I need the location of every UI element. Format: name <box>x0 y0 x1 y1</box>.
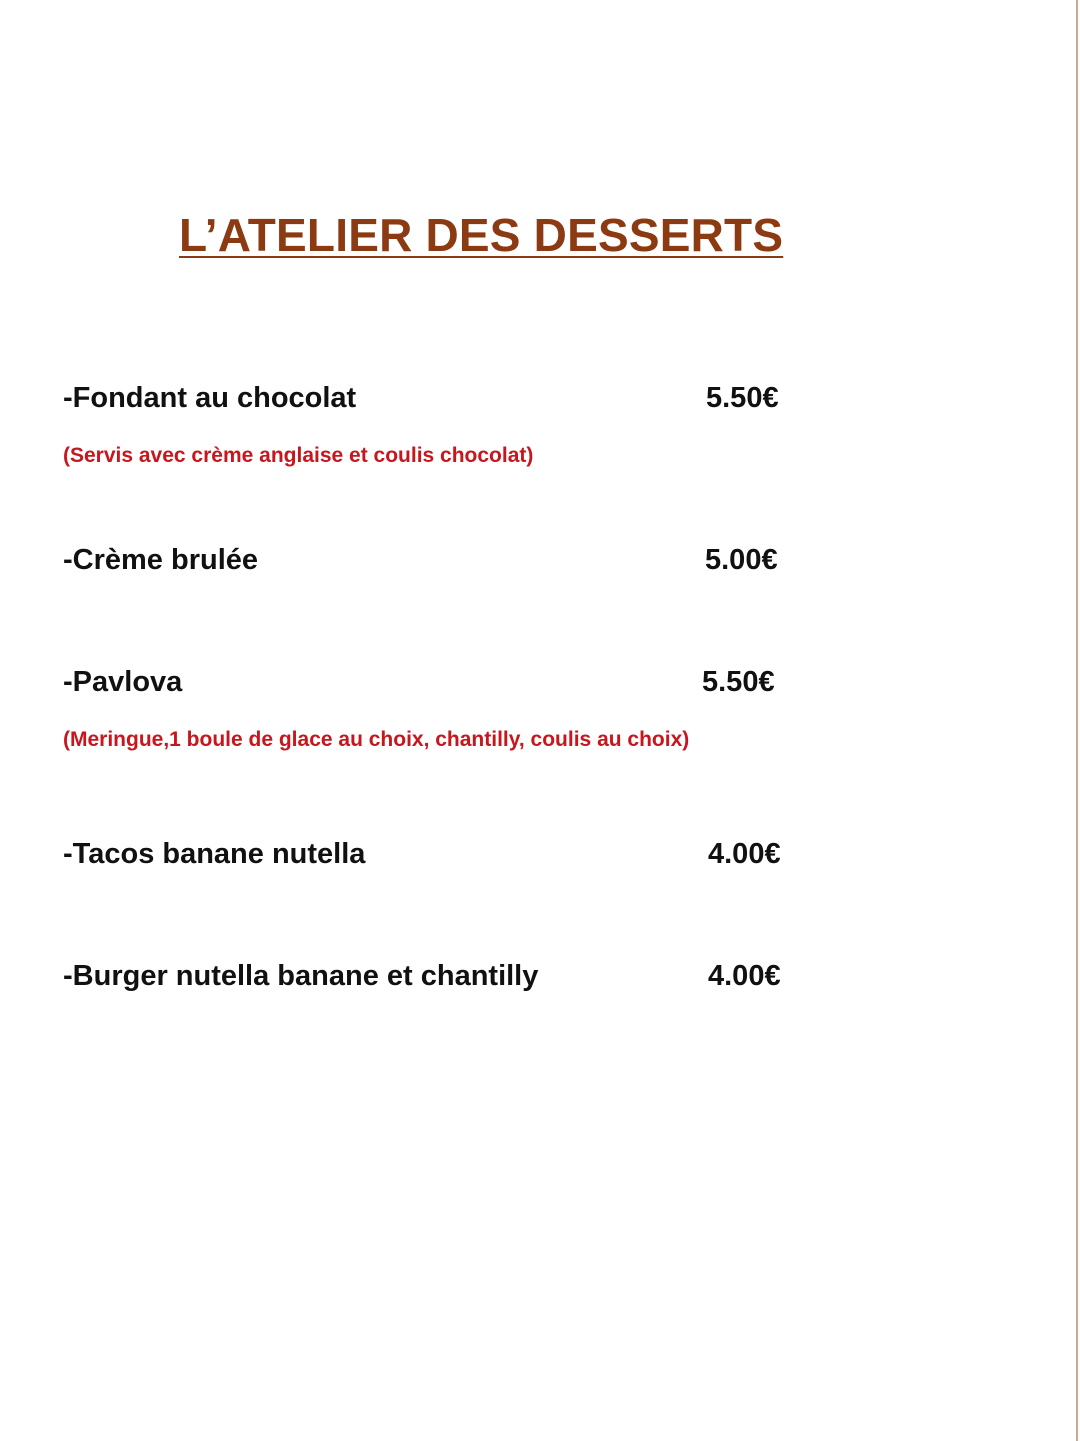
menu-item-price: 4.00€ <box>708 960 781 992</box>
menu-item-name: -Fondant au chocolat <box>63 382 357 414</box>
menu-item-name: -Burger nutella banane et chantilly <box>63 960 539 992</box>
menu-item-description: (Servis avec crème anglaise et coulis chocolat) <box>63 444 534 467</box>
menu-item-name: -Pavlova <box>63 666 183 698</box>
menu-item-name: -Crème brulée <box>63 544 259 576</box>
menu-item-price: 4.00€ <box>708 838 781 870</box>
menu-item-name: -Tacos banane nutella <box>63 838 366 870</box>
menu-item-price: 5.00€ <box>705 544 778 576</box>
page-edge-divider <box>1076 0 1078 1441</box>
menu-title: L’ATELIER DES DESSERTS <box>179 209 784 261</box>
menu-item-price: 5.50€ <box>702 666 775 698</box>
menu-item-description: (Meringue,1 boule de glace au choix, chantilly, coulis au choix) <box>63 728 690 751</box>
menu-item-price: 5.50€ <box>706 382 779 414</box>
